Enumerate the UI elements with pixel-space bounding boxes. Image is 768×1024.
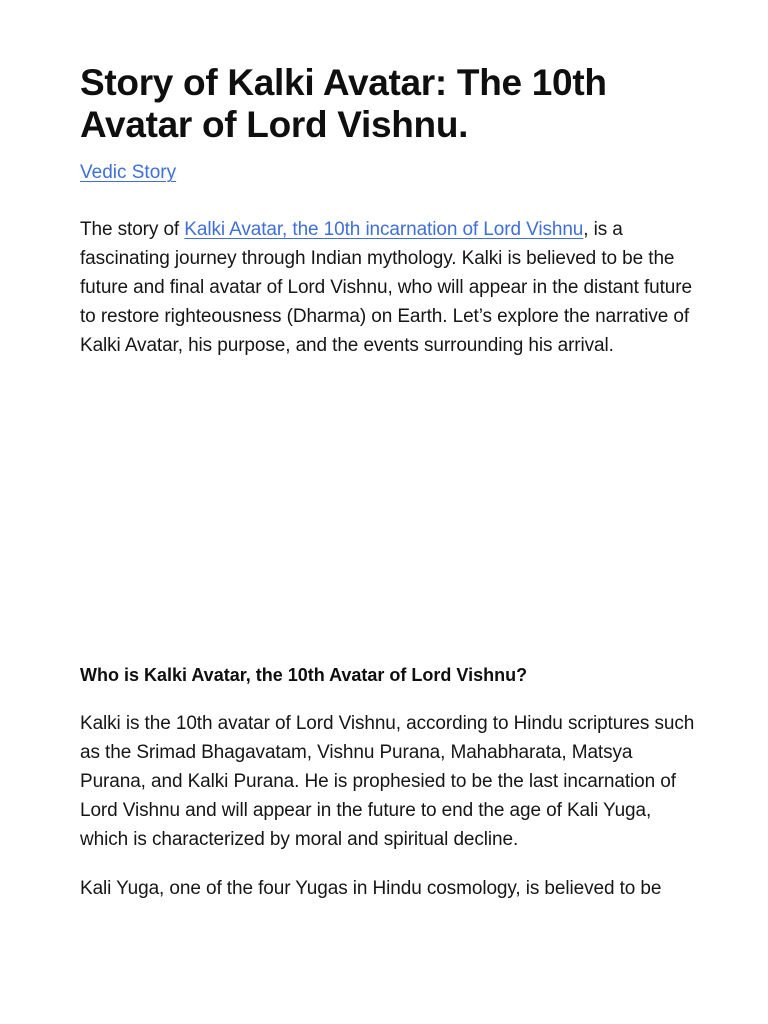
- intro-paragraph: [80, 215, 700, 360]
- kalki-paragraph: Kalki is the 10th avatar of Lord Vishnu, according to Hindu scriptures such as the Srimad Bhagavatam, Vishnu Purana, Mahabharata, Matsya Purana, and Kalki Purana. He is prophesied to be the last incarnation of Lord Vishnu and will appear in the future to end the age of Kali Yuga, which is characterized by moral and spiritual decline.: [80, 713, 695, 850]
- blank-ad-space: [80, 400, 700, 640]
- category-link[interactable]: Vedic Story: [80, 162, 177, 183]
- intro-text-after-link: , is a fascinating journey through Indian mythology. Kalki is believed to be the future and final avatar of Lord Vishnu, who will appear in the distant future to restore righteousness (Dharma) on Earth. Let’s explore the narrative of Kalki Avatar, his purpose, and the events surrounding his arrival.: [80, 219, 692, 356]
- kalki-avatar-link[interactable]: Kalki Avatar, the 10th incarnation of Lord Vishnu: [184, 219, 584, 240]
- kali-yuga-paragraph: Kali Yuga, one of the four Yugas in Hindu cosmology, is believed to be: [80, 878, 662, 899]
- intro-text-before-link: The story of: [80, 219, 185, 240]
- article-title: Story of Kalki Avatar: The 10th Avatar of Lord Vishnu.: [80, 62, 607, 145]
- section-heading: Who is Kalki Avatar, the 10th Avatar of Lord Vishnu?: [80, 665, 528, 685]
